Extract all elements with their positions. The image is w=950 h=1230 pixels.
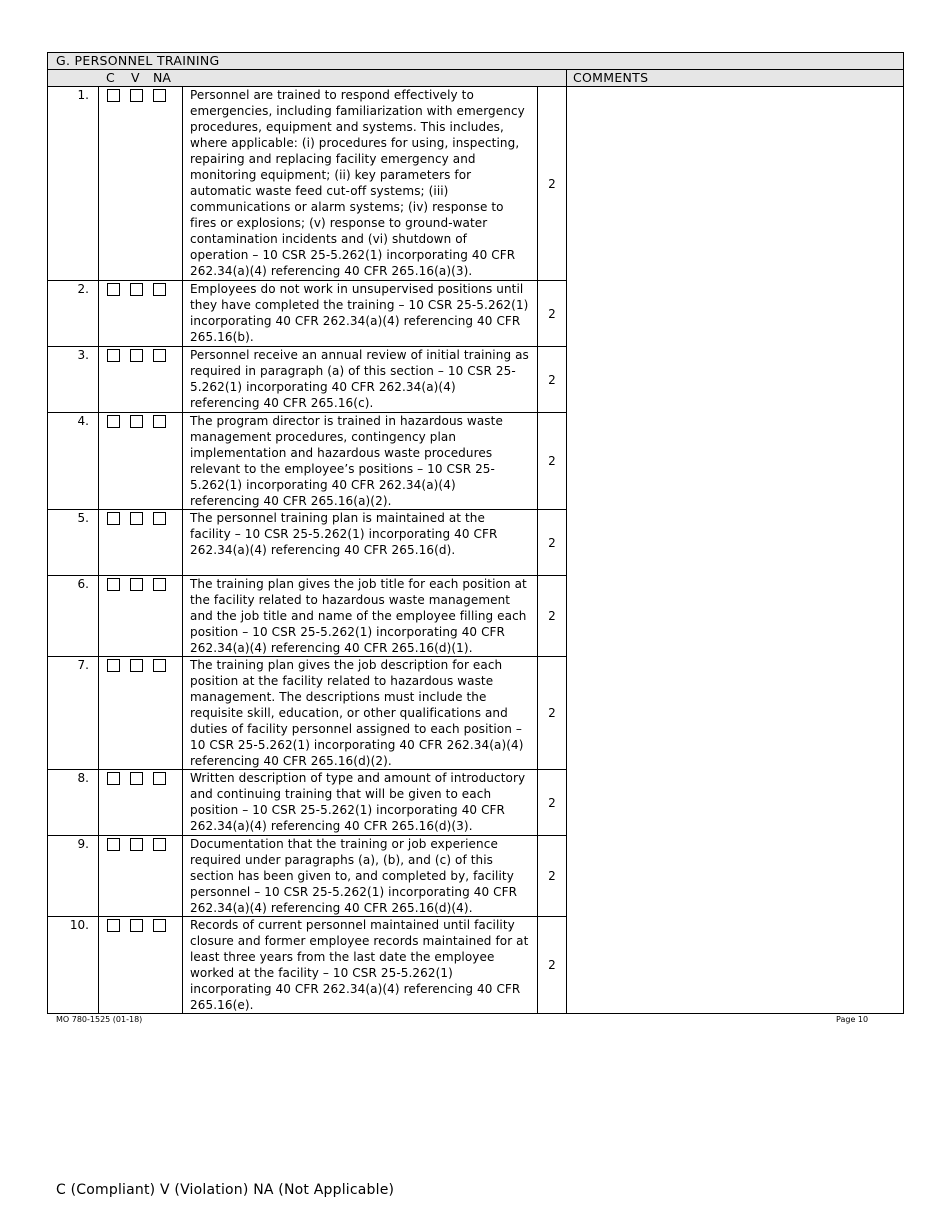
compliant-checkbox[interactable] [107, 772, 120, 785]
compliant-checkbox[interactable] [107, 578, 120, 591]
points-value: 2 [538, 657, 567, 770]
cvna-checkboxes [99, 917, 183, 1014]
item-number: 1. [48, 87, 99, 281]
item-number: 7. [48, 657, 99, 770]
compliant-checkbox[interactable] [107, 659, 120, 672]
compliant-checkbox[interactable] [107, 415, 120, 428]
compliant-checkbox[interactable] [107, 283, 120, 296]
requirement-text: Written description of type and amount of introductory and continuing training that will be given to each position – 10 CSR 25-5.262(1) incorporating 40 CFR 262.34(a)(4) referencing 40 CFR 265.16(d)(3). [183, 770, 538, 836]
item-number: 4. [48, 413, 99, 510]
requirement-text: Records of current personnel maintained until facility closure and former employee records maintained for at least three years from the last date the employee worked at the facility – 10 CSR 25-5.262(1) incorporating 40 CFR 262.34(a)(4) referencing 40 CFR 265.16(e). [183, 917, 538, 1014]
item-number: 9. [48, 836, 99, 917]
page-number: Page 10 [836, 1015, 869, 1024]
requirement-text: The program director is trained in hazardous waste management procedures, contingency plan implementation and hazardous waste procedures relevant to the employee’s positions – 10 CSR 25-5.262(1) incorporating 40 CFR 262.34(a)(4) referencing 40 CFR 265.16(a)(2). [183, 413, 538, 510]
comments-field[interactable] [567, 87, 904, 1014]
personnel-training-table [47, 52, 904, 1014]
requirement-text: The personnel training plan is maintained at the facility – 10 CSR 25-5.262(1) incorporating 40 CFR 262.34(a)(4) referencing 40 CFR 265.16(d). [183, 510, 538, 576]
cvna-header [48, 70, 567, 87]
not-applicable-checkbox[interactable] [153, 772, 166, 785]
rows-body [48, 87, 904, 1014]
section-header-row [48, 53, 904, 70]
compliant-checkbox[interactable] [107, 349, 120, 362]
item-number: 5. [48, 510, 99, 576]
not-applicable-checkbox[interactable] [153, 919, 166, 932]
cvna-checkboxes [99, 87, 183, 281]
cvna-checkboxes [99, 347, 183, 413]
points-value: 2 [538, 347, 567, 413]
legend: C (Compliant) V (Violation) NA (Not Applicable) [56, 1182, 395, 1198]
requirement-text: Employees do not work in unsupervised positions until they have completed the training – 10 CSR 25-5.262(1) incorporating 40 CFR 262.34(a)(4) referencing 40 CFR 265.16(b). [183, 281, 538, 347]
points-value: 2 [538, 770, 567, 836]
requirement-text: The training plan gives the job description for each position at the facility related to hazardous waste management. The descriptions must include the requisite skill, education, or other qualifications and duties of facility personnel assigned to each position – 10 CSR 25-5.262(1) incorporating 40 CFR 262.34(a)(4) referencing 40 CFR 265.16(d)(2). [183, 657, 538, 770]
item-number: 2. [48, 281, 99, 347]
violation-checkbox[interactable] [130, 659, 143, 672]
violation-checkbox[interactable] [130, 349, 143, 362]
cvna-checkboxes [99, 413, 183, 510]
compliant-checkbox[interactable] [107, 89, 120, 102]
violation-checkbox[interactable] [130, 578, 143, 591]
requirement-text: The training plan gives the job title for each position at the facility related to hazardous waste management and the job title and name of the employee filling each position – 10 CSR 25-5.262(1) incorporating 40 CFR 262.34(a)(4) referencing 40 CFR 265.16(d)(1). [183, 576, 538, 657]
cvna-checkboxes [99, 281, 183, 347]
violation-checkbox[interactable] [130, 772, 143, 785]
points-value: 2 [538, 87, 567, 281]
violation-checkbox[interactable] [130, 919, 143, 932]
not-applicable-checkbox[interactable] [153, 659, 166, 672]
violation-checkbox[interactable] [130, 512, 143, 525]
requirement-text: Documentation that the training or job experience required under paragraphs (a), (b), and (c) of this section has been given to, and completed by, facility personnel – 10 CSR 25-5.262(1) incorporating 40 CFR 262.34(a)(4) referencing 40 CFR 265.16(d)(4). [183, 836, 538, 917]
cvna-checkboxes [99, 770, 183, 836]
requirement-text: Personnel receive an annual review of initial training as required in paragraph (a) of this section – 10 CSR 25-5.262(1) incorporating 40 CFR 262.34(a)(4) referencing 40 CFR 265.16(c). [183, 347, 538, 413]
section-title: G. PERSONNEL TRAINING [48, 53, 904, 70]
points-value: 2 [538, 413, 567, 510]
violation-checkbox[interactable] [130, 415, 143, 428]
item-number: 8. [48, 770, 99, 836]
not-applicable-checkbox[interactable] [153, 89, 166, 102]
compliant-checkbox[interactable] [107, 919, 120, 932]
column-v-label: V [131, 70, 140, 85]
item-number: 3. [48, 347, 99, 413]
item-number: 10. [48, 917, 99, 1014]
not-applicable-checkbox[interactable] [153, 838, 166, 851]
points-value: 2 [538, 281, 567, 347]
cvna-checkboxes [99, 657, 183, 770]
form-id: MO 780-1525 (01-18) [56, 1015, 143, 1024]
violation-checkbox[interactable] [130, 283, 143, 296]
not-applicable-checkbox[interactable] [153, 512, 166, 525]
column-c-label: C [106, 70, 115, 85]
violation-checkbox[interactable] [130, 89, 143, 102]
not-applicable-checkbox[interactable] [153, 578, 166, 591]
not-applicable-checkbox[interactable] [153, 415, 166, 428]
points-value: 2 [538, 836, 567, 917]
table-row [48, 87, 904, 281]
cvna-checkboxes [99, 576, 183, 657]
points-value: 2 [538, 510, 567, 576]
requirement-text: Personnel are trained to respond effectively to emergencies, including familiarization with emergency procedures, equipment and systems. This includes, where applicable: (i) procedures for using, inspecting, repairing and replacing facility emergency and monitoring equipment; (ii) key parameters for automatic waste feed cut-off systems; (iii) communications or alarm systems; (iv) response to fires or explosions; (v) response to ground-water contamination incidents and (vi) shutdown of operation – 10 CSR 25-5.262(1) incorporating 40 CFR 262.34(a)(4) referencing 40 CFR 265.16(a)(3). [183, 87, 538, 281]
points-value: 2 [538, 576, 567, 657]
not-applicable-checkbox[interactable] [153, 349, 166, 362]
comments-header: COMMENTS [567, 70, 904, 87]
cvna-checkboxes [99, 510, 183, 576]
points-value: 2 [538, 917, 567, 1014]
compliant-checkbox[interactable] [107, 512, 120, 525]
item-number: 6. [48, 576, 99, 657]
not-applicable-checkbox[interactable] [153, 283, 166, 296]
cvna-checkboxes [99, 836, 183, 917]
violation-checkbox[interactable] [130, 838, 143, 851]
column-header-row [48, 70, 904, 87]
column-na-label: NA [153, 70, 171, 85]
compliant-checkbox[interactable] [107, 838, 120, 851]
